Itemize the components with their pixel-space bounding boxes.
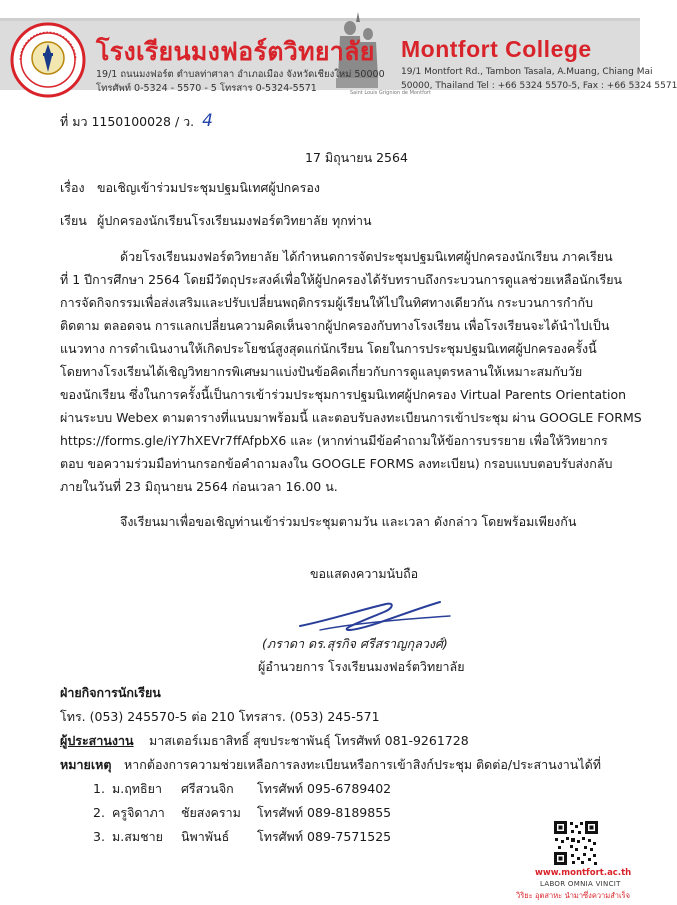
contact-phone: โทรศัพท์ 095-6789402	[257, 781, 392, 796]
reference-handwritten: 4	[202, 111, 213, 131]
qr-code-icon[interactable]	[553, 820, 599, 866]
body-line: ของนักเรียน ซึ่งในการครั้งนี้เป็นการเข้าร่วมประชุมการปฐมนิเทศผู้ปกครอง Virtual Parents Orientation	[60, 387, 627, 402]
letter-date: 17 มิถุนายน 2564	[305, 150, 408, 165]
signer-name: (ภราดา ดร.สุรกิจ ศรีสราญกุลวงศ์)	[262, 636, 448, 651]
signature-icon	[290, 590, 460, 640]
body-line: โดยทางโรงเรียนได้เชิญวิทยากรพิเศษมาแบ่งปันข้อคิดเกี่ยวกับการดูแลบุตรหลานให้เหมาะสมกับวัย	[60, 364, 583, 379]
contact-name: ครูจิดาภา	[112, 805, 165, 820]
contact-name: ม.สมชาย	[112, 829, 163, 844]
contact-phone: โทรศัพท์ 089-7571525	[257, 829, 392, 844]
contact-number: 1.	[93, 781, 105, 796]
motto-thai: วิริยะ อุตสาหะ นำมาซึ่งความสำเร็จ	[516, 891, 630, 900]
body-line: ด้วยโรงเรียนมงฟอร์ตวิทยาลัย ได้กำหนดการจัดประชุมปฐมนิเทศผู้ปกครองนักเรียน ภาคเรียน	[120, 249, 613, 264]
school-seal-icon	[12, 24, 84, 96]
department-name: ฝ่ายกิจการนักเรียน	[60, 685, 161, 700]
school-phone-english: 50000, Thailand Tel : +66 5324 5570-5, Fax : +66 5324 5571	[401, 81, 677, 91]
contact-surname: ศรีสวนจิก	[181, 781, 234, 796]
recipient-text: ผู้ปกครองนักเรียนโรงเรียนมงฟอร์ตวิทยาลัย ทุกท่าน	[97, 213, 372, 228]
note-text: หากต้องการความช่วยเหลือการลงทะเบียนหรือการเข้าสิงก์ประชุม ติดต่อ/ประสานงานได้ที่	[124, 757, 601, 772]
subject-label: เรื่อง	[60, 180, 85, 195]
reference-number	[60, 111, 213, 131]
body-line: แนวทาง การดำเนินงานให้เกิดประโยชน์สูงสุดแก่นักเรียน โดยในการประชุมปฐมนิเทศผู้ปกครองครั้งนี้	[60, 341, 597, 356]
school-phone-thai: โทรศัพท์ 0-5324 - 5570 - 5 โทรสาร 0-5324-5571	[96, 83, 317, 94]
body-line: ผ่านระบบ Webex ตามตารางที่แนบมาพร้อมนี้ และตอบรับลงทะเบียนการเข้าประชุม ผ่าน GOOGLE FORMS	[60, 410, 642, 425]
closing-paragraph: จึงเรียนมาเพื่อขอเชิญท่านเข้าร่วมประชุมตามวัน และเวลา ดังกล่าว โดยพร้อมเพียงกัน	[120, 514, 577, 529]
contact-surname: ชัยสงคราม	[181, 805, 241, 820]
school-address-thai: 19/1 ถนนมงฟอร์ต ตำบลท่าศาลา อำเภอเมือง จังหวัดเชียงใหม่ 50000	[96, 69, 385, 80]
contact-name: ม.ฤทธิยา	[112, 781, 162, 796]
recipient-label: เรียน	[60, 213, 87, 228]
body-line-link[interactable]: https://forms.gle/iY7hXEVr7ffAfpbX6 และ (หากท่านมีข้อคำถามให้ข้อการบรรยาย เพื่อให้วิทยากร	[60, 433, 608, 448]
letterhead	[0, 0, 677, 100]
contact-phone: โทรศัพท์ 089-8189855	[257, 805, 392, 820]
website-link[interactable]: www.montfort.ac.th	[535, 868, 632, 878]
body-line: ที่ 1 ปีการศึกษา 2564 โดยมีวัตถุประสงค์เพื่อให้ผู้ปกครองได้รับทราบถึงกระบวนการดูแลช่วยเหลือนักเรียน	[60, 272, 623, 287]
regards-text: ขอแสดงความนับถือ	[310, 566, 419, 581]
department-phone: โทร. (053) 245570-5 ต่อ 210 โทรสาร. (053) 245-571	[60, 709, 380, 724]
school-name-thai: โรงเรียนมงฟอร์ตวิทยาลัย	[96, 37, 375, 66]
contact-surname: นิพาพันธ์	[181, 829, 230, 844]
contact-number: 2.	[93, 805, 105, 820]
coordinator-info: มาสเตอร์เมธาสิทธิ์ สุขประชาพันธุ์ โทรศัพท์ 081-9261728	[149, 733, 469, 748]
statue-caption: Saint Louis Grignion de Montfort	[350, 90, 431, 96]
signer-title: ผู้อำนวยการ โรงเรียนมงฟอร์ตวิทยาลัย	[258, 659, 465, 674]
motto-latin: LABOR OMNIA VINCIT	[540, 880, 621, 888]
body-line: ตอบ ขอความร่วมมือท่านกรอกข้อคำถามลงใน GOOGLE FORMS ลงทะเบียน) กรอบแบบตอบรับส่งกลับ	[60, 456, 613, 471]
body-line: ภายในวันที่ 23 มิถุนายน 2564 ก่อนเวลา 16.00 น.	[60, 479, 338, 494]
contact-number: 3.	[93, 829, 105, 844]
body-line: ติดตาม ตลอดจน การแลกเปลี่ยนความคิดเห็นจากผู้ปกครองกับทางโรงเรียน เพื่อโรงเรียนจะได้นำไปเป็น	[60, 318, 610, 333]
note-label: หมายเหตุ	[60, 757, 112, 772]
subject-text: ขอเชิญเข้าร่วมประชุมปฐมนิเทศผู้ปกครอง	[97, 180, 320, 195]
coordinator-label: ผู้ประสานงาน	[60, 733, 134, 748]
school-address-english: 19/1 Montfort Rd., Tambon Tasala, A.Muang, Chiang Mai	[401, 67, 653, 77]
school-name-english: Montfort College	[401, 36, 592, 62]
body-line: การจัดกิจกรรมเพื่อส่งเสริมและปรับเปลี่ยนพฤติกรรมผู้เรียนให้ไปในทิศทางเดียวกัน กระบวนการกำกับ	[60, 295, 594, 310]
reference-number-text: ที่ มว 1150100028 / ว.	[60, 114, 195, 129]
